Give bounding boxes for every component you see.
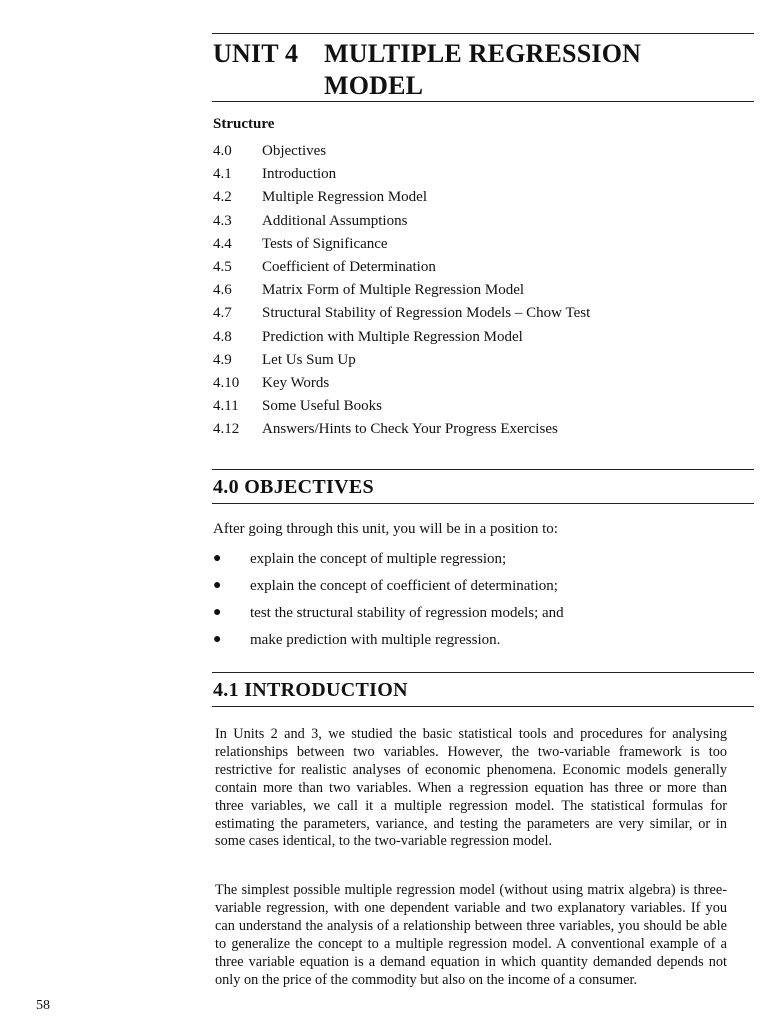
bullet-icon: ● [213, 605, 222, 620]
toc-label: Tests of Significance [262, 235, 388, 252]
objectives-list [213, 546, 733, 654]
unit-title-line-2: MODEL [324, 71, 424, 100]
objectives-top-rule [212, 469, 754, 470]
toc-label: Objectives [262, 143, 327, 159]
toc-label: Let Us Sum Up [262, 351, 356, 368]
toc-label: Some Useful Books [262, 398, 382, 415]
list-item [213, 627, 733, 654]
objectives-bottom-rule [212, 503, 754, 504]
toc-number: 4.0 [213, 143, 232, 159]
objective-text: make prediction with multiple regression. [250, 632, 501, 648]
structure-heading: Structure [213, 116, 275, 132]
introduction-paragraph-2: The simplest possible multiple regression model (without using matrix algebra) is three-variable regression, with one dependent variable and two explanatory variables. If you can understand the analysis of a relationship between three variables, you should be able to generalize the concept to a multiple regression model. A conventional example of a three variable equation is a demand equation in which quantity demanded depends not only on the price of the commodity but also on the income of a consumer. [215, 882, 727, 988]
toc-number: 4.4 [213, 235, 232, 252]
toc-number: 4.2 [213, 189, 232, 206]
toc-label: Multiple Regression Model [262, 189, 427, 206]
toc-item [213, 349, 733, 372]
bullet-icon: ● [213, 632, 222, 647]
list-item [213, 546, 733, 573]
toc-label: Additional Assumptions [262, 212, 408, 229]
toc-label: Matrix Form of Multiple Regression Model [262, 282, 525, 299]
toc-item [213, 326, 733, 349]
bullet-icon: ● [213, 578, 222, 593]
toc-item [213, 210, 733, 233]
toc-number: 4.1 [213, 166, 232, 183]
toc-item [213, 186, 733, 209]
list-item [213, 600, 733, 627]
top-rule [212, 33, 754, 34]
toc-item [213, 140, 733, 163]
objective-text: test the structural stability of regression models; and [250, 605, 564, 621]
toc-number: 4.10 [213, 374, 240, 391]
introduction-top-rule [212, 672, 754, 673]
toc-item [213, 279, 733, 302]
toc-item [213, 418, 733, 441]
unit-title-line-1: MULTIPLE REGRESSION [324, 39, 642, 68]
objective-text: explain the concept of coefficient of determination; [250, 578, 558, 594]
toc-item [213, 395, 733, 418]
bullet-icon: ● [213, 551, 222, 566]
toc-number: 4.12 [213, 421, 240, 438]
toc-item [213, 302, 733, 325]
toc-label: Key Words [262, 374, 330, 391]
unit-number: UNIT 4 [213, 39, 299, 68]
toc-number: 4.3 [213, 212, 232, 229]
list-item [213, 573, 733, 600]
objective-text: explain the concept of multiple regression; [250, 551, 507, 567]
toc-label: Introduction [262, 166, 337, 183]
toc-label: Coefficient of Determination [262, 258, 436, 275]
objectives-heading: 4.0 OBJECTIVES [213, 476, 374, 498]
toc-label: Answers/Hints to Check Your Progress Exercises [262, 421, 558, 438]
structure-list [213, 140, 733, 441]
toc-label: Structural Stability of Regression Models – Chow Test [262, 305, 591, 322]
introduction-heading: 4.1 INTRODUCTION [213, 679, 408, 701]
toc-number: 4.5 [213, 258, 232, 275]
page-number: 58 [36, 998, 50, 1013]
toc-item [213, 233, 733, 256]
toc-number: 4.7 [213, 305, 232, 322]
toc-item [213, 372, 733, 395]
toc-number: 4.9 [213, 351, 232, 368]
toc-number: 4.6 [213, 282, 232, 299]
toc-number: 4.11 [213, 398, 239, 415]
introduction-paragraph-1: In Units 2 and 3, we studied the basic statistical tools and procedures for analysing relationships between two variables. However, the two-variable framework is too restrictive for realistic analyses of economic phenomena. Economic models generally contain more than two variables. When a regression equation has three or more than three variables, we call it a multiple regression model. The statistical formulas for estimating the parameters, variance, and testing the parameters are very similar, or in some cases identical, to the two-variable regression model. [215, 726, 727, 850]
toc-label: Prediction with Multiple Regression Model [262, 328, 523, 345]
toc-item [213, 256, 733, 279]
toc-item [213, 163, 733, 186]
introduction-bottom-rule [212, 706, 754, 707]
toc-number: 4.8 [213, 328, 232, 345]
title-bottom-rule [212, 101, 754, 102]
objectives-intro: After going through this unit, you will be in a position to: [213, 521, 558, 537]
